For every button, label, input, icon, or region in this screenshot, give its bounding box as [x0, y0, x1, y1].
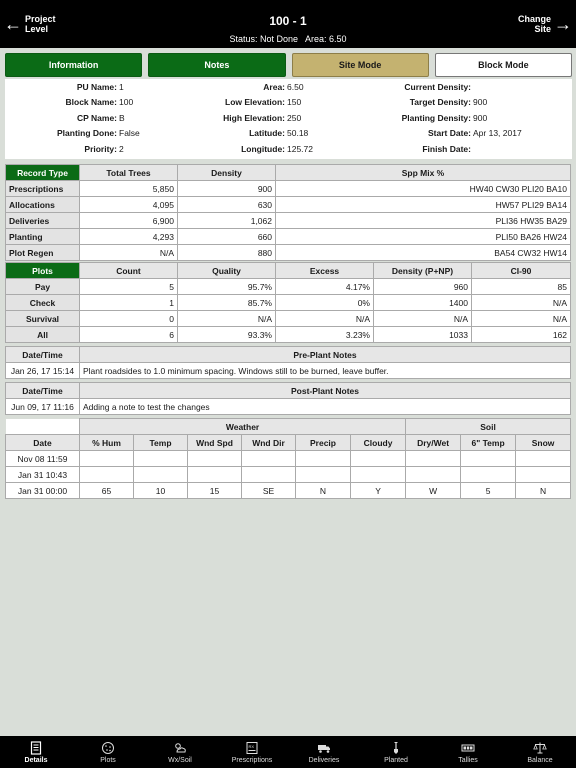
preplant-notes-table [5, 346, 571, 379]
wx-cell: N [296, 483, 351, 499]
tab-label: Deliveries [308, 756, 340, 764]
forward-label-line1: Change [517, 14, 551, 24]
postplant-date-cell: Jun 09, 17 11:16 [6, 399, 80, 415]
wx-cell [80, 451, 134, 467]
wx-cell: 15 [188, 483, 242, 499]
mode-buttons [5, 53, 572, 77]
postplant-note-cell: Adding a note to test the changes [80, 399, 571, 415]
total-trees-cell: 4,293 [80, 229, 178, 245]
table-row [6, 245, 571, 261]
quality-cell: 95.7% [178, 279, 276, 295]
density-cell: 660 [178, 229, 276, 245]
wx-cell: N [516, 483, 571, 499]
quality-cell: 85.7% [178, 295, 276, 311]
plot-type-cell: Survival [6, 311, 80, 327]
wx-cell [242, 451, 296, 467]
table-row [6, 311, 571, 327]
plots-table [5, 262, 571, 343]
excess-cell: 3.23% [276, 327, 374, 343]
tab-label: Plots [100, 756, 116, 764]
snow-header: Snow [516, 435, 571, 451]
svg-text:RX: RX [248, 743, 255, 749]
record-type-cell: Allocations [6, 197, 80, 213]
quality-header: Quality [178, 263, 276, 279]
record-type-header: Record Type [6, 165, 80, 181]
table-header-row [6, 165, 571, 181]
density-cell: 1,062 [178, 213, 276, 229]
block-name-label: Block Name: [65, 97, 117, 107]
truck-icon [317, 741, 331, 755]
spp-mix-cell: PLI50 BA26 HW24 [276, 229, 571, 245]
wx-cell: 5 [461, 483, 516, 499]
latitude-value: 50.18 [287, 128, 309, 138]
tab-label: Tallies [458, 756, 478, 764]
tab-prescriptions[interactable] [216, 736, 288, 768]
wind-speed-header: Wnd Spd [188, 435, 242, 451]
density-cell: 900 [178, 181, 276, 197]
wx-cell: 65 [80, 483, 134, 499]
tab-tallies[interactable] [432, 736, 504, 768]
info-row [5, 142, 572, 156]
spp-mix-header: Spp Mix % [276, 165, 571, 181]
longitude-value: 125.72 [287, 144, 313, 154]
scale-icon [533, 741, 547, 755]
precip-header: Precip [296, 435, 351, 451]
table-row[interactable] [6, 399, 571, 415]
wx-cell [516, 467, 571, 483]
plot-type-cell: Pay [6, 279, 80, 295]
table-row [6, 181, 571, 197]
humidity-header: % Hum [80, 435, 134, 451]
wx-cell [406, 451, 461, 467]
cp-name-label: CP Name: [77, 113, 117, 123]
wx-cell [134, 451, 188, 467]
high-elevation-value: 250 [287, 113, 302, 123]
longitude-label: Longitude: [241, 144, 285, 154]
bottom-tab-bar [0, 736, 576, 768]
wx-cell [461, 451, 516, 467]
plots-icon [101, 741, 115, 755]
count-cell: 6 [80, 327, 178, 343]
block-mode-button[interactable]: Block Mode [435, 53, 572, 77]
soil-group-header: Soil [406, 419, 571, 435]
counter-icon [461, 741, 475, 755]
table-row[interactable] [6, 363, 571, 379]
planting-density-value: 900 [473, 113, 488, 123]
record-type-cell: Planting [6, 229, 80, 245]
preplant-date-header: Date/Time [6, 347, 80, 363]
tab-label: Planted [384, 756, 408, 764]
quality-cell: N/A [178, 311, 276, 327]
wx-cell [242, 467, 296, 483]
postplant-notes-table [5, 382, 571, 415]
excess-header: Excess [276, 263, 374, 279]
latitude-label: Latitude: [249, 128, 285, 138]
info-row [5, 80, 572, 94]
pu-name-value: 1 [119, 82, 124, 92]
count-cell: 0 [80, 311, 178, 327]
table-row [6, 279, 571, 295]
tab-label: Wx/Soil [168, 756, 192, 764]
tab-label: Prescriptions [231, 756, 273, 764]
tab-label: Details [24, 756, 48, 764]
preplant-date-cell: Jan 26, 17 15:14 [6, 363, 80, 379]
document-icon [29, 741, 43, 755]
notes-button[interactable]: Notes [148, 53, 285, 77]
wx-cell [134, 467, 188, 483]
table-row [6, 295, 571, 311]
table-header-row [6, 383, 571, 399]
tab-plots[interactable] [72, 736, 144, 768]
table-row[interactable] [6, 467, 571, 483]
excess-cell: 0% [276, 295, 374, 311]
wx-cell [296, 451, 351, 467]
site-mode-button[interactable]: Site Mode [292, 53, 429, 77]
forward-label-line2: Site [534, 24, 551, 34]
density-cell: 880 [178, 245, 276, 261]
planting-density-label: Planting Density: [401, 113, 471, 123]
quality-cell: 93.3% [178, 327, 276, 343]
current-density-label: Current Density: [404, 82, 471, 92]
current-density-value [473, 80, 563, 94]
density-pnp-cell: 960 [374, 279, 472, 295]
tab-balance[interactable] [504, 736, 576, 768]
total-trees-cell: 5,850 [80, 181, 178, 197]
ci90-cell: 162 [472, 327, 571, 343]
postplant-notes-header: Post-Plant Notes [80, 383, 571, 399]
change-site-button[interactable] [518, 14, 572, 34]
pu-name-label: PU Name: [76, 82, 117, 92]
tab-details[interactable] [0, 736, 72, 768]
count-header: Count [80, 263, 178, 279]
wind-dir-header: Wnd Dir [242, 435, 296, 451]
priority-label: Priority: [84, 144, 117, 154]
count-cell: 1 [80, 295, 178, 311]
wx-cell [516, 451, 571, 467]
soil-temp-header: 6" Temp [461, 435, 516, 451]
spp-mix-cell: HW40 CW30 PLI20 BA10 [276, 181, 571, 197]
spp-mix-cell: BA54 CW32 HW14 [276, 245, 571, 261]
tab-planted[interactable] [360, 736, 432, 768]
ci90-cell: N/A [472, 295, 571, 311]
low-elevation-value: 150 [287, 97, 302, 107]
arrow-left-icon: ← [4, 14, 22, 34]
excess-cell: N/A [276, 311, 374, 327]
tab-wx-soil[interactable] [144, 736, 216, 768]
page-title: 100 - 1 [269, 14, 307, 28]
table-row[interactable] [6, 483, 571, 499]
information-button[interactable]: Information [5, 53, 142, 77]
dry-wet-header: Dry/Wet [406, 435, 461, 451]
planting-done-label: Planting Done: [57, 128, 117, 138]
finish-date-label: Finish Date: [422, 144, 471, 154]
excess-cell: 4.17% [276, 279, 374, 295]
ci90-header: CI-90 [472, 263, 571, 279]
info-row [5, 126, 572, 140]
record-type-cell: Deliveries [6, 213, 80, 229]
prescription-icon [245, 741, 259, 755]
wx-cell [188, 467, 242, 483]
table-row [6, 197, 571, 213]
top-bar [0, 0, 576, 48]
count-cell: 5 [80, 279, 178, 295]
preplant-note-cell: Plant roadsides to 1.0 minimum spacing. Windows still to be burned, leave buffer. [80, 363, 571, 379]
density-cell: 630 [178, 197, 276, 213]
target-density-value: 900 [473, 97, 488, 107]
group-header-row [6, 419, 571, 435]
low-elevation-label: Low Elevation: [225, 97, 285, 107]
planting-done-value: False [119, 128, 140, 138]
target-density-label: Target Density: [409, 97, 471, 107]
table-header-row [6, 347, 571, 363]
wx-cell [461, 467, 516, 483]
temp-header: Temp [134, 435, 188, 451]
weather-soil-table [5, 418, 571, 499]
finish-date-value [473, 142, 563, 156]
arrow-right-icon: → [554, 14, 572, 34]
table-row [6, 327, 571, 343]
wx-cell [406, 467, 461, 483]
date-header: Date [6, 435, 80, 451]
wx-cell: Y [351, 483, 406, 499]
block-name-value: 100 [119, 97, 134, 107]
wx-cell: W [406, 483, 461, 499]
weather-group-header: Weather [80, 419, 406, 435]
status-text: Status: Not Done Area: 6.50 [229, 34, 347, 44]
tab-deliveries[interactable] [288, 736, 360, 768]
cp-name-value: B [119, 113, 125, 123]
info-row [5, 95, 572, 109]
plot-type-cell: All [6, 327, 80, 343]
preplant-notes-header: Pre-Plant Notes [80, 347, 571, 363]
tab-label: Balance [527, 756, 553, 764]
table-header-row [6, 263, 571, 279]
start-date-value: Apr 13, 2017 [473, 128, 522, 138]
back-label-line1: Project [25, 14, 56, 24]
wx-date-cell: Jan 31 00:00 [6, 483, 80, 499]
table-row [6, 213, 571, 229]
density-pnp-header: Density (P+NP) [374, 263, 472, 279]
priority-value: 2 [119, 144, 124, 154]
density-pnp-cell: N/A [374, 311, 472, 327]
wx-cell [80, 467, 134, 483]
area-value: 6.50 [287, 82, 304, 92]
wx-cell [351, 451, 406, 467]
total-trees-cell: 4,095 [80, 197, 178, 213]
density-header: Density [178, 165, 276, 181]
shovel-icon [389, 741, 403, 755]
site-info-panel [5, 79, 572, 159]
wx-cell [188, 451, 242, 467]
table-row [6, 229, 571, 245]
wx-cell: 10 [134, 483, 188, 499]
spp-mix-cell: HW57 PLI29 BA14 [276, 197, 571, 213]
table-row[interactable] [6, 451, 571, 467]
density-pnp-cell: 1400 [374, 295, 472, 311]
start-date-label: Start Date: [428, 128, 471, 138]
total-trees-cell: 6,900 [80, 213, 178, 229]
density-pnp-cell: 1033 [374, 327, 472, 343]
area-label: Area: [263, 82, 285, 92]
wx-cell: SE [242, 483, 296, 499]
plots-header: Plots [6, 263, 80, 279]
info-row [5, 111, 572, 125]
high-elevation-label: High Elevation: [223, 113, 285, 123]
plot-type-cell: Check [6, 295, 80, 311]
total-trees-header: Total Trees [80, 165, 178, 181]
empty-corner [6, 419, 80, 435]
record-type-cell: Plot Regen [6, 245, 80, 261]
record-type-cell: Prescriptions [6, 181, 80, 197]
weather-icon [173, 741, 187, 755]
wx-cell [351, 467, 406, 483]
back-label-line2: Level [25, 24, 49, 34]
total-trees-cell: N/A [80, 245, 178, 261]
spp-mix-cell: PLI36 HW35 BA29 [276, 213, 571, 229]
table-header-row [6, 435, 571, 451]
ci90-cell: N/A [472, 311, 571, 327]
record-type-table [5, 164, 571, 261]
wx-date-cell: Jan 31 10:43 [6, 467, 80, 483]
cloudy-header: Cloudy [351, 435, 406, 451]
postplant-date-header: Date/Time [6, 383, 80, 399]
wx-date-cell: Nov 08 11:59 [6, 451, 80, 467]
wx-cell [296, 467, 351, 483]
ci90-cell: 85 [472, 279, 571, 295]
